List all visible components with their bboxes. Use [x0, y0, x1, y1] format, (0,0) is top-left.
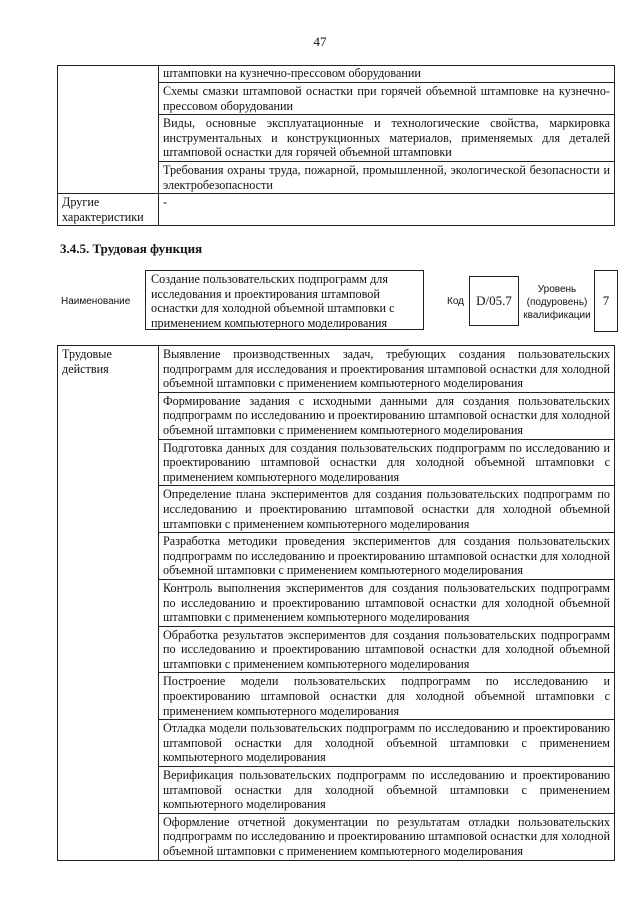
labor-action-item: Подготовка данных для создания пользовательских подпрограмм по исследованию и проектированию штамповой оснастки для холодной объемной штамповки с применением компьютерного моделирования [159, 439, 615, 486]
labor-action-item: Верификация пользовательских подпрограмм по исследованию и проектированию штамповой оснастки для холодной объемной штамповки с применением компьютерного моделирования [159, 767, 615, 814]
table-row [58, 66, 615, 83]
labor-action-item: Построение модели пользовательских подпрограмм по исследованию и проектированию штамповой оснастки для холодной объемной штамповки с применением компьютерного моделирования [159, 673, 615, 720]
labor-action-item: Обработка результатов экспериментов для создания пользовательских подпрограмм по исследованию и проектированию штамповой оснастки для холодной объемной штамповки с применением компьютерного моделирования [159, 626, 615, 673]
labor-actions-table [57, 345, 615, 861]
name-label: Наименование [61, 296, 131, 307]
section-heading: 3.4.5. Трудовая функция [60, 241, 203, 256]
labor-actions-label: Трудовые действия [58, 346, 159, 861]
labor-action-item: Определение плана экспериментов для создания пользовательских подпрограмм по исследованию и проектированию штамповой оснастки для холодной объемной штамповки с применением компьютерного моделирования [159, 486, 615, 533]
labor-action-item: Формирование задания с исходными данными для создания пользовательских подпрограмм по исследованию и проектированию штамповой оснастки для холодной объемной штамповки с применением компьютерного моделирования [159, 392, 615, 439]
row-content-cell: штамповки на кузнечно-прессовом оборудовании [159, 66, 615, 83]
labor-action-item: Разработка методики проведения экспериментов для создания пользовательских подпрограмм по исследованию и проектированию штамповой оснастки для холодной объемной штамповки с применением компьютерного моделирования [159, 533, 615, 580]
table-row [58, 194, 615, 226]
row-content-cell: Схемы смазки штамповой оснастки при горячей объемной штамповке на кузнечно-прессовом оборудовании [159, 83, 615, 115]
qualification-level-value: 7 [594, 270, 618, 332]
table-row [58, 346, 615, 393]
labor-action-item: Выявление производственных задач, требующих создания пользовательских подпрограмм для исследования и проектирования штамповой оснастки для холодной объемной штамповки с применением компьютерного моделирования [159, 346, 615, 393]
page-number: 47 [313, 34, 327, 49]
labor-action-item: Оформление отчетной документации по результатам отладки пользовательских подпрограмм по исследованию и проектированию штамповой оснастки для холодной объемной штамповки с применением компьютерного моделирования [159, 813, 615, 860]
labor-action-item: Контроль выполнения экспериментов для создания пользовательских подпрограмм по исследованию и проектированию штамповой оснастки для холодной объемной штамповки с применением компьютерного моделирования [159, 579, 615, 626]
qualification-level-label: Уровень (подуровень) квалификации [523, 284, 591, 321]
function-code-value: D/05.7 [469, 276, 519, 326]
knowledge-table [57, 65, 615, 226]
other-characteristics-value: - [159, 194, 615, 226]
function-name-value: Создание пользовательских подпрограмм для исследования и проектирования штамповой оснастки для холодной объемной штамповки с применением компьютерного моделирования [145, 270, 424, 330]
row-content-cell: Виды, основные эксплуатационные и технологические свойства, маркировка инструментальных и конструкционных материалов, применяемых для деталей штамповой оснастки для горячей объемной штамповки [159, 115, 615, 162]
row-label-cell [58, 66, 159, 194]
row-content-cell: Требования охраны труда, пожарной, промышленной, экологической безопасности и электробезопасности [159, 161, 615, 193]
other-characteristics-label: Другие характеристики [58, 194, 159, 226]
code-label: Код [447, 296, 465, 307]
labor-action-item: Отладка модели пользовательских подпрограмм по исследованию и проектированию штамповой оснастки для холодной объемной штамповки с применением компьютерного моделирования [159, 720, 615, 767]
